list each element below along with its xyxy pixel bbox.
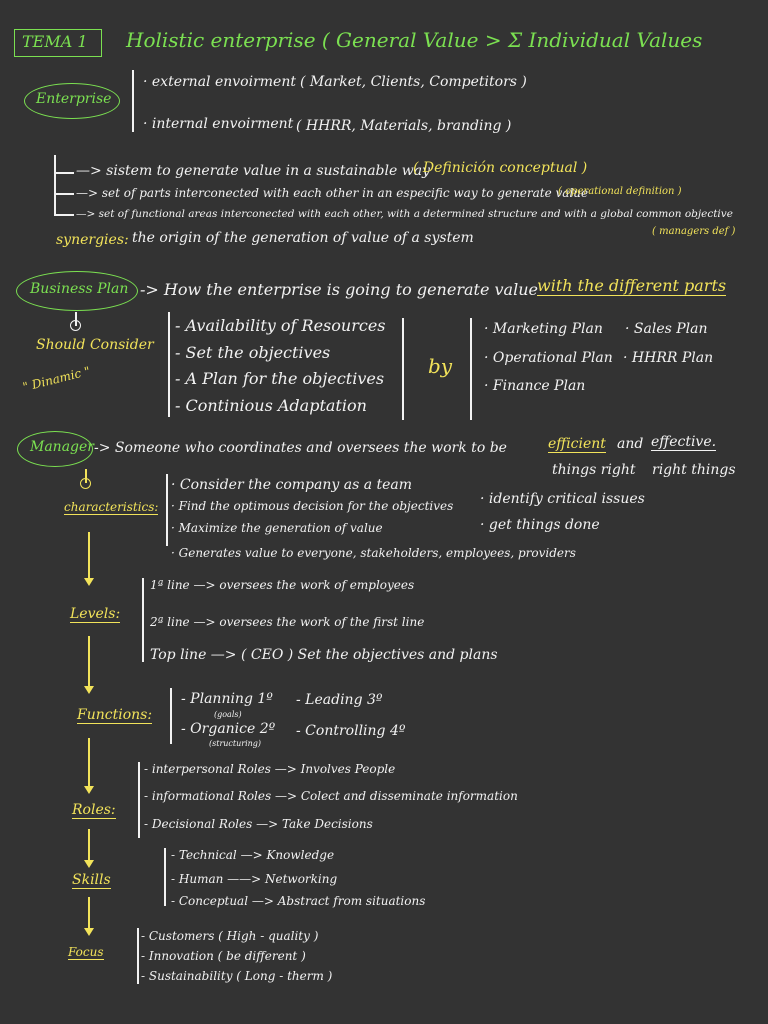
- enterprise-label: Enterprise: [36, 91, 112, 107]
- consider-plan: - A Plan for the objectives: [175, 369, 385, 388]
- flow-arrow-5: [84, 928, 94, 936]
- level-top-line: Top line —> ( CEO ) Set the objectives and plans: [150, 647, 498, 663]
- definition-conceptual-note: ( Definición conceptual ): [413, 160, 588, 176]
- env-external-note: ( Market, Clients, Competitors ): [300, 74, 527, 90]
- characteristics-bracket: [166, 474, 168, 546]
- env-internal: · internal envoirment: [143, 116, 294, 132]
- skill-technical: - Technical —> Knowledge: [171, 848, 335, 862]
- role-decisional: - Decisional Roles —> Take Decisions: [144, 817, 373, 831]
- roles-label: Roles:: [72, 802, 116, 818]
- business-plan-definition-tail: with the different parts: [537, 276, 727, 295]
- right-things-note: right things: [652, 462, 736, 478]
- definition-operational: —> set of parts interconected with each other in an especific way to generate value: [76, 186, 589, 200]
- focus-customers: - Customers ( High - quality ): [141, 929, 319, 943]
- flow-arrow-4: [84, 860, 94, 868]
- skills-label: Skills: [72, 872, 111, 888]
- skills-bracket: [164, 848, 166, 906]
- levels-label: Levels:: [70, 606, 121, 622]
- flow-arrow-1: [84, 578, 94, 586]
- business-plan-label: Business Plan: [30, 281, 129, 297]
- skill-human: - Human ——> Networking: [171, 872, 338, 886]
- flow-line-2: [88, 636, 90, 688]
- manager-label: Manager: [30, 439, 94, 455]
- characteristic-team: · Consider the company as a team: [171, 477, 413, 493]
- definition-managers-note: ( managers def ): [652, 226, 736, 237]
- should-consider-dot: [70, 320, 81, 331]
- plan-sales: · Sales Plan: [625, 321, 708, 337]
- by-label: by: [428, 354, 453, 378]
- flow-arrow-3: [84, 786, 94, 794]
- focus-label: Focus: [68, 945, 104, 959]
- characteristics-label: characteristics:: [64, 500, 159, 514]
- focus-bracket: [137, 928, 139, 984]
- characteristic-everyone: · Generates value to everyone, stakeholders, employees, providers: [171, 546, 576, 560]
- flow-line-3: [88, 738, 90, 788]
- definition-branch-3: [54, 214, 74, 216]
- consider-adaptation: - Continious Adaptation: [175, 396, 367, 415]
- consider-resources: - Availability of Resources: [175, 316, 386, 335]
- flow-line-4: [88, 829, 90, 862]
- consider-bracket: [168, 312, 170, 417]
- manager-efficient: efficient: [548, 436, 606, 452]
- level-second-line: 2ª line —> oversees the work of the first line: [150, 615, 425, 629]
- definition-managers: —> set of functional areas interconected with each other, with a determined structure and with a global common objective: [76, 208, 733, 220]
- function-organice: - Organice 2º: [181, 721, 276, 737]
- definition-conceptual: —> sistem to generate value in a sustainable way: [76, 163, 430, 179]
- level-first-line: 1ª line —> oversees the work of employees: [150, 578, 415, 592]
- manager-and: and: [617, 436, 644, 452]
- manager-definition: -> Someone who coordinates and oversees the work to be: [94, 440, 507, 456]
- should-consider-label: Should Consider: [36, 337, 154, 353]
- functions-bracket: [170, 688, 172, 744]
- characteristic-critical-issues: · identify critical issues: [480, 491, 645, 507]
- plan-marketing: · Marketing Plan: [484, 321, 603, 337]
- flow-line-5: [88, 897, 90, 930]
- focus-sustainability: - Sustainability ( Long - therm ): [141, 969, 333, 983]
- synergies-text: the origin of the generation of value of a system: [132, 230, 474, 246]
- characteristics-dot: [80, 478, 91, 489]
- function-planning: - Planning 1º: [181, 691, 273, 707]
- business-plan-definition: -> How the enterprise is going to generate value: [140, 280, 538, 299]
- dinamic-label: " Dinamic ": [21, 363, 92, 395]
- function-planning-sub: (goals): [214, 710, 242, 719]
- env-external: · external envoirment: [143, 74, 296, 90]
- plan-operational: · Operational Plan: [484, 350, 613, 366]
- definition-branch-1: [54, 172, 74, 174]
- characteristic-value: · Maximize the generation of value: [171, 521, 383, 535]
- focus-innovation: - Innovation ( be different ): [141, 949, 306, 963]
- skill-conceptual: - Conceptual —> Abstract from situations: [171, 894, 426, 908]
- by-bracket-right: [470, 318, 472, 420]
- synergies-label: synergies:: [56, 232, 129, 248]
- things-right-note: things right: [552, 462, 636, 478]
- by-bracket-left: [402, 318, 404, 420]
- role-informational: - informational Roles —> Colect and disseminate information: [144, 789, 518, 803]
- characteristic-things-done: · get things done: [480, 517, 600, 533]
- flow-arrow-2: [84, 686, 94, 694]
- env-internal-note: ( HHRR, Materials, branding ): [296, 118, 512, 134]
- manager-effective: effective.: [651, 434, 717, 450]
- characteristic-decision: · Find the optimous decision for the objectives: [171, 499, 454, 513]
- definition-tree-stem: [54, 155, 56, 216]
- page-title: Holistic enterprise ( General Value > Σ Individual Values: [126, 28, 703, 52]
- definition-branch-2: [54, 193, 74, 195]
- function-leading: - Leading 3º: [296, 692, 383, 708]
- flow-line-1: [88, 532, 90, 580]
- functions-label: Functions:: [77, 707, 153, 723]
- definition-operational-note: ( operational definition ): [558, 186, 682, 197]
- consider-objectives: - Set the objectives: [175, 343, 331, 362]
- tema-label: TEMA 1: [22, 32, 88, 51]
- role-interpersonal: - interpersonal Roles —> Involves People: [144, 762, 396, 776]
- plan-finance: · Finance Plan: [484, 378, 586, 394]
- enterprise-bracket: [132, 70, 134, 132]
- function-organice-sub: (structuring): [209, 739, 262, 748]
- roles-bracket: [138, 762, 140, 838]
- function-controlling: - Controlling 4º: [296, 723, 406, 739]
- plan-hhrr: · HHRR Plan: [623, 350, 714, 366]
- levels-bracket: [142, 578, 144, 662]
